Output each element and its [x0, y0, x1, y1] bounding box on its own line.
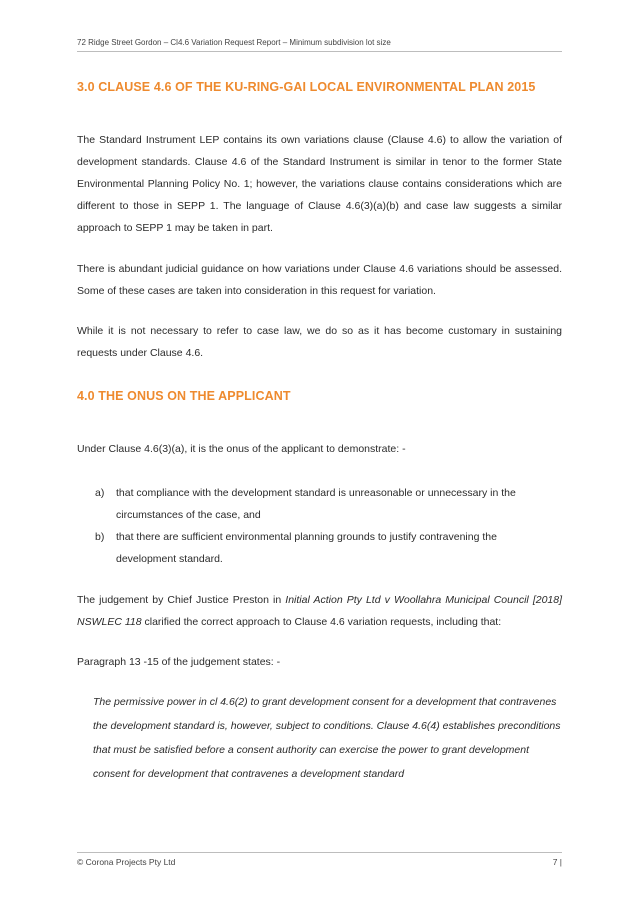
section-3-heading: 3.0 CLAUSE 4.6 OF THE KU-RING-GAI LOCAL ENVIRONMENTAL PLAN 2015 — [77, 80, 536, 94]
page-number: 7 | — [552, 857, 562, 867]
list-item-text: that compliance with the development standard is unreasonable or unnecessary in the circumstances of the case, and — [116, 487, 516, 521]
judgement-quote: The permissive power in cl 4.6(2) to grant development consent for a development that contravenes the development standard is, however, subject to conditions. Clause 4.6(4) establishes preconditions that must be satisfied before a consent authority can exercise the power to grant development consent for development that contravenes a development standard — [93, 696, 561, 780]
list-marker: a) — [95, 487, 105, 499]
header-text: 72 Ridge Street Gordon – Cl4.6 Variation Request Report – Minimum subdivision lot size — [77, 38, 391, 47]
page-footer — [77, 852, 562, 867]
section-4-heading: 4.0 THE ONUS ON THE APPLICANT — [77, 389, 291, 403]
onus-list — [95, 482, 535, 570]
section-3-paragraph-2: There is abundant judicial guidance on how variations under Clause 4.6 variations should be assessed. Some of these cases are taken into consideration in this request for variation. — [77, 263, 562, 297]
list-item-text: that there are sufficient environmental planning grounds to justify contravening the development standard. — [116, 531, 497, 565]
section-3-paragraph-3: While it is not necessary to refer to case law, we do so as it has become customary in sustaining requests under Clause 4.6. — [77, 325, 562, 359]
paragraph-reference: Paragraph 13 -15 of the judgement states: - — [77, 656, 281, 668]
case-citation: Initial Action Pty Ltd v Woollahra Municipal Council [2018] NSWLEC 118 — [77, 594, 563, 628]
list-item — [95, 482, 535, 526]
onus-intro: Under Clause 4.6(3)(a), it is the onus of the applicant to demonstrate: - — [77, 443, 406, 455]
section-3-paragraph-1: The Standard Instrument LEP contains its own variations clause (Clause 4.6) to allow the variation of development standards. Clause 4.6 of the Standard Instrument is similar in tenor to the former State Environmental Planning Policy No. 1; however, the variations clause contains considerations which are different to those in SEPP 1. The language of Clause 4.6(3)(a)(b) and case law suggests a similar approach to SEPP 1 may be taken in part. — [77, 134, 562, 234]
page-header — [77, 38, 562, 52]
judgement-before: The judgement by Chief Justice Preston in — [77, 594, 286, 606]
list-item — [95, 526, 535, 570]
footer-copyright: © Corona Projects Pty Ltd — [77, 857, 176, 867]
list-marker: b) — [95, 531, 105, 543]
judgement-paragraph — [77, 589, 562, 633]
judgement-after: clarified the correct approach to Clause 4.6 variation requests, including that: — [141, 616, 502, 628]
